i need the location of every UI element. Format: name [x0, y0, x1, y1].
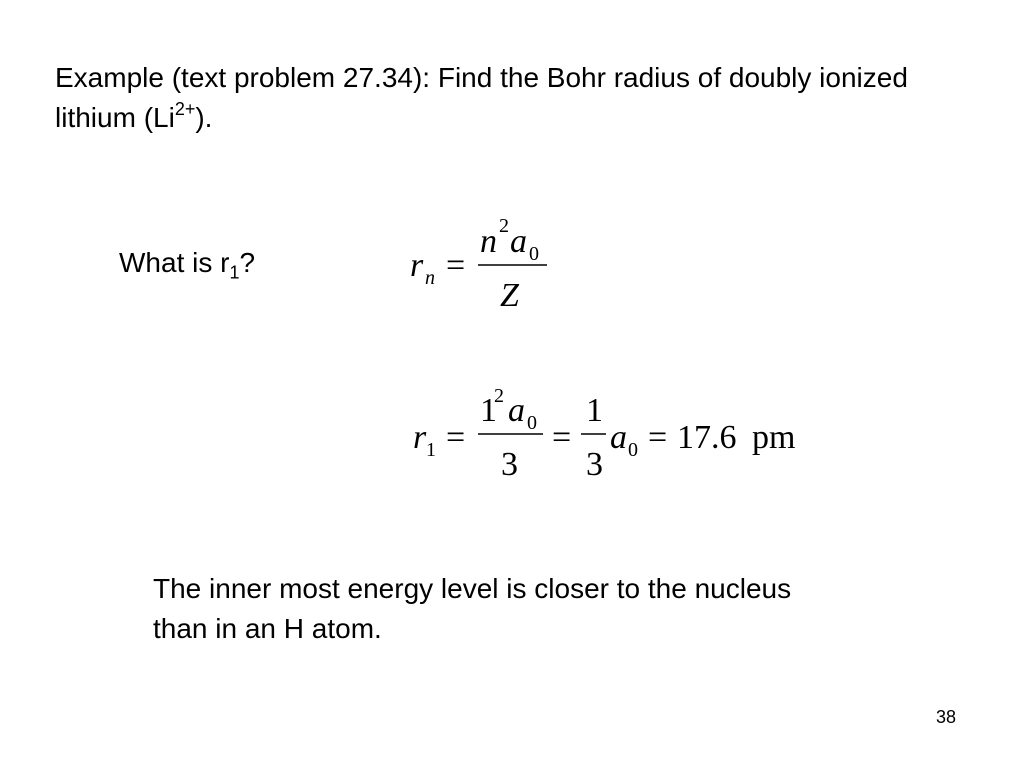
question-subscript: 1 [229, 262, 240, 283]
title-superscript: 2+ [174, 98, 196, 119]
title-text: Example (text problem 27.34): Find the Bohr radius of doubly ionized lithium (Li [55, 62, 908, 133]
formula-specific-mid-a: a [610, 419, 627, 456]
formula-specific-frac1-num-a-sub: 0 [527, 412, 537, 434]
formula-specific-frac2-den: 3 [586, 446, 603, 483]
formula-specific-result-unit: pm [752, 419, 796, 456]
formula-specific-frac1-den: 3 [501, 446, 518, 483]
page-number: 38 [936, 707, 957, 727]
formula-specific-lhs-sub: 1 [426, 439, 436, 461]
formula-specific-mid-a-sub: 0 [628, 439, 638, 461]
formula-general [400, 205, 560, 315]
formula-specific-eq3: = [648, 419, 668, 456]
formula-general-num-n-exp: 2 [499, 215, 509, 237]
formula-general-lhs: r [410, 247, 424, 284]
formula-general-num-a-sub: 0 [529, 243, 539, 265]
formula-specific-frac1-num-exp: 2 [494, 385, 504, 407]
formula-specific-frac1-num-base: 1 [480, 392, 497, 429]
formula-general-den: Z [500, 277, 519, 314]
slide-title [55, 58, 955, 138]
question-end: ? [239, 247, 256, 278]
formula-general-num-a: a [510, 223, 527, 260]
formula-specific [400, 385, 820, 495]
formula-specific-frac1-num-a: a [508, 392, 525, 429]
formula-specific-eq1: = [446, 419, 466, 456]
question-text: What is r [119, 247, 230, 278]
formula-general-equals: = [446, 247, 466, 284]
formula-specific-lhs: r [413, 419, 427, 456]
formula-general-num-n: n [480, 223, 497, 260]
formula-general-lhs-sub: n [425, 267, 435, 289]
formula-specific-result-value: 17.6 [677, 419, 737, 456]
title-end: ). [195, 102, 213, 133]
question [119, 243, 255, 283]
conclusion-text: The inner most energy level is closer to the nucleus than in an H atom. [153, 573, 792, 644]
formula-specific-eq2: = [552, 419, 572, 456]
formula-specific-frac2-num: 1 [586, 392, 603, 429]
